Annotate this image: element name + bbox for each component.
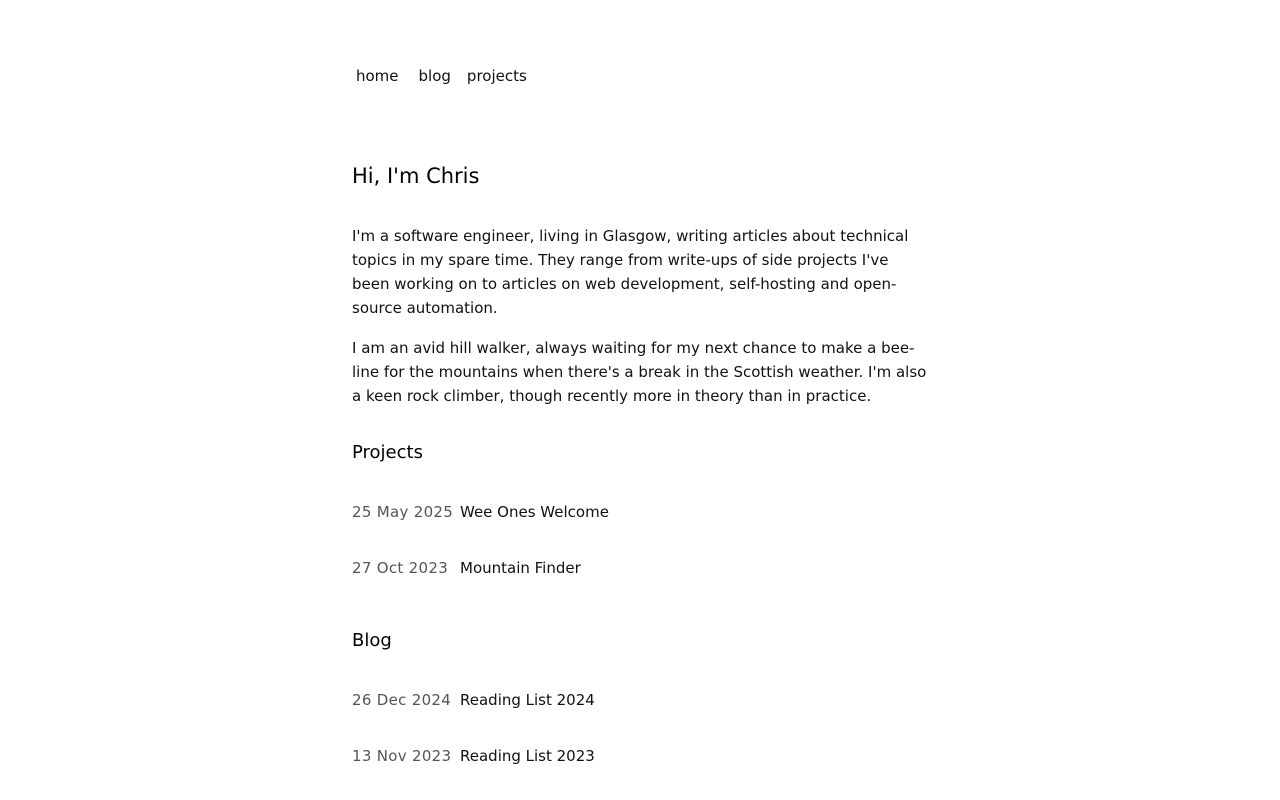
project-date: 25 May 2025 xyxy=(352,503,454,521)
project-entry xyxy=(352,556,581,580)
intro-paragraph-1: I'm a software engineer, living in Glasgow, writing articles about technical topics in my spare time. They range from write-ups of side projects I've been working on to articles on web development, self-hosting and open-source automation. xyxy=(352,227,909,317)
blog-entry xyxy=(352,688,595,712)
nav-blog-link[interactable]: blog xyxy=(418,67,451,85)
projects-heading: Projects xyxy=(352,442,423,463)
project-link[interactable]: Mountain Finder xyxy=(460,559,581,577)
blog-date: 13 Nov 2023 xyxy=(352,747,452,765)
nav-home-link[interactable]: home xyxy=(356,67,399,85)
project-date: 27 Oct 2023 xyxy=(352,559,449,577)
page-title: Hi, I'm Chris xyxy=(352,164,480,188)
blog-date: 26 Dec 2024 xyxy=(352,691,452,709)
blog-post-link[interactable]: Reading List 2023 xyxy=(460,747,595,765)
project-link[interactable]: Wee Ones Welcome xyxy=(460,503,609,521)
nav-projects-link[interactable]: projects xyxy=(466,67,527,85)
blog-post-link[interactable]: Reading List 2024 xyxy=(460,691,595,709)
top-nav xyxy=(356,64,527,88)
blog-entry xyxy=(352,744,595,768)
blog-heading: Blog xyxy=(352,630,392,651)
project-entry xyxy=(352,500,609,524)
intro-paragraph-2: I am an avid hill walker, always waiting for my next chance to make a bee-line for the mountains when there's a break in the Scottish weather. I'm also a keen rock climber, though recently more in theory than in practice. xyxy=(352,339,927,405)
